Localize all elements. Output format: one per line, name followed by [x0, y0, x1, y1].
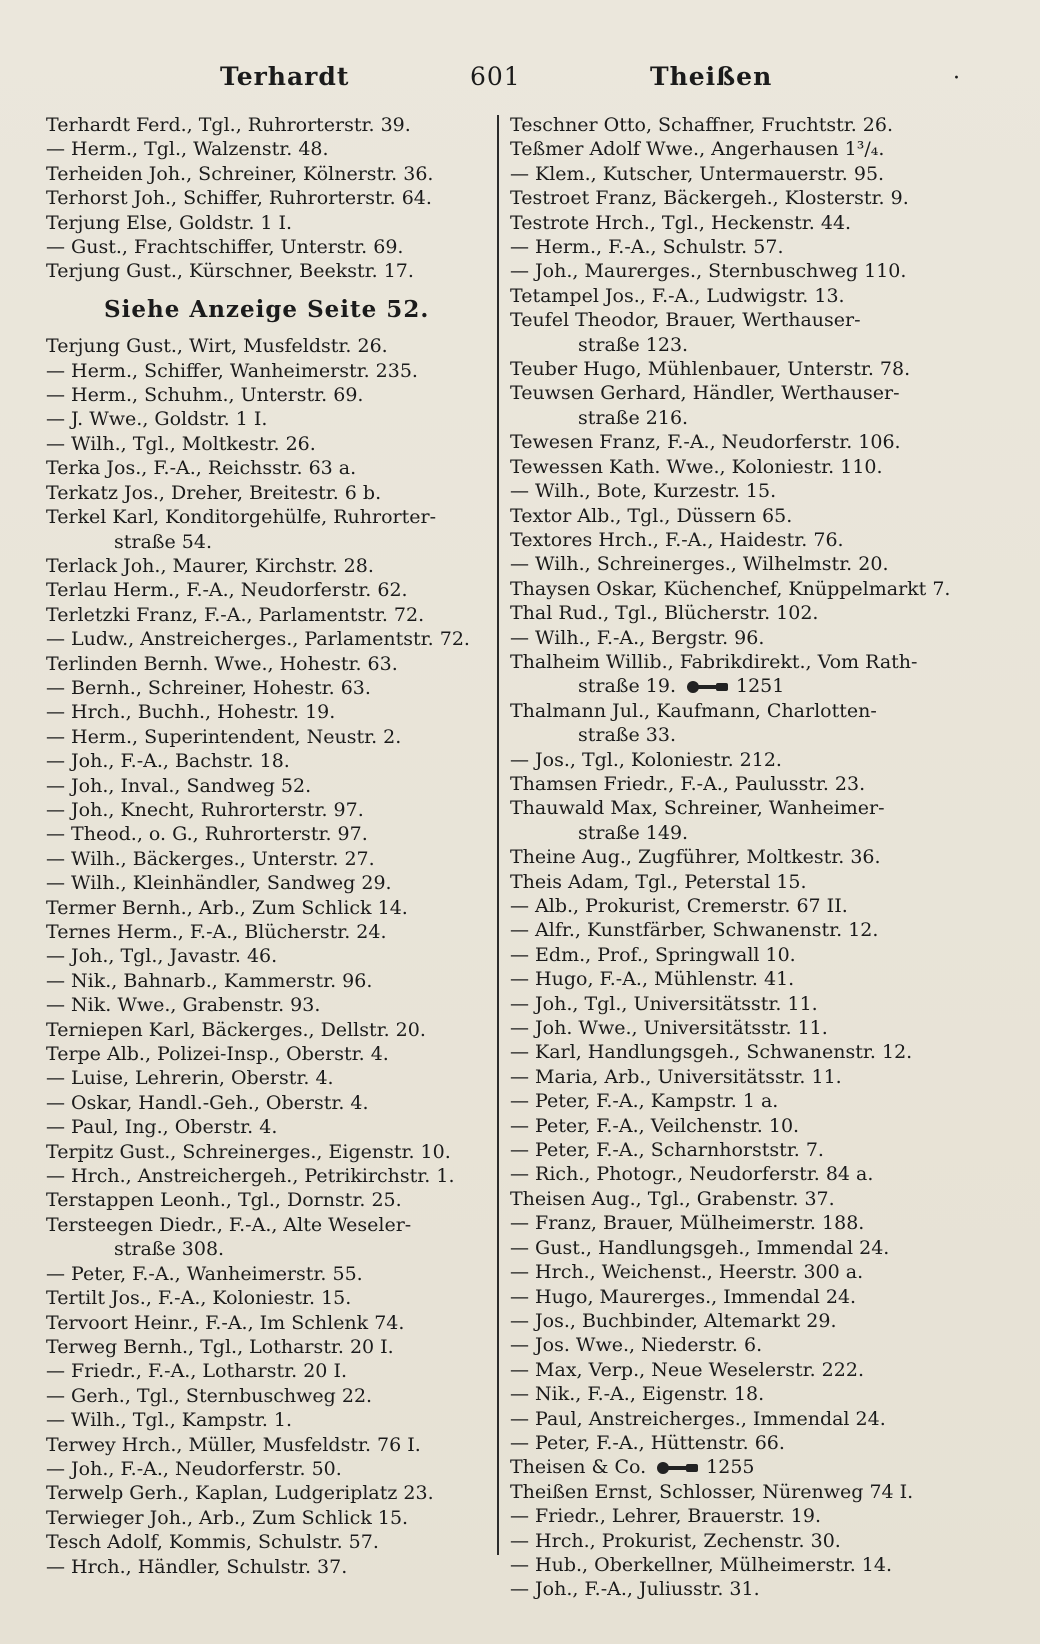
directory-entry: [46, 920, 506, 944]
entry-text: — Hrch., Anstreichergeh., Petrikirchstr. 1.: [46, 1165, 455, 1188]
directory-entry: [46, 1140, 506, 1164]
directory-entry: [46, 1335, 506, 1359]
entry-text: Terwieger Joh., Arb., Zum Schlick 15.: [46, 1506, 409, 1529]
directory-entry: [510, 308, 980, 332]
entry-text: — Wilh., Schreinerges., Wilhelmstr. 20.: [510, 553, 889, 576]
entry-text: Terjung Gust., Kürschner, Beekstr. 17.: [46, 260, 414, 283]
entry-text: Terpe Alb., Polizei-Insp., Oberstr. 4.: [46, 1043, 389, 1066]
entry-text: — Edm., Prof., Springwall 10.: [510, 943, 796, 966]
directory-entry: [46, 1555, 506, 1579]
entry-text: Testrote Hrch., Tgl., Heckenstr. 44.: [510, 211, 852, 234]
entry-text: — Hrch., Prokurist, Zechenstr. 30.: [510, 1529, 841, 1552]
directory-entry: [510, 943, 980, 967]
directory-entry: [46, 1018, 506, 1042]
entry-text: — Nik., Bahnarb., Kammerstr. 96.: [46, 969, 373, 992]
directory-entry: [46, 603, 506, 627]
directory-entry: [46, 1042, 506, 1066]
entry-text: Thamsen Friedr., F.-A., Paulusstr. 23.: [510, 772, 866, 795]
entry-text: — Joh., Tgl., Universitätsstr. 11.: [510, 992, 818, 1015]
entry-text: Theisen Aug., Tgl., Grabenstr. 37.: [510, 1187, 835, 1210]
directory-entry: [510, 1211, 980, 1235]
directory-entry: [510, 186, 980, 210]
entry-text: Textor Alb., Tgl., Düssern 65.: [510, 504, 793, 527]
entry-text: Terjung Gust., Wirt, Musfeldstr. 26.: [46, 335, 388, 358]
entry-text: Terhardt Ferd., Tgl., Ruhrorterstr. 39.: [46, 114, 411, 136]
entry-text: — Joh. Wwe., Universitätsstr. 11.: [510, 1017, 828, 1040]
directory-entry: [46, 896, 506, 920]
directory-entry: [46, 554, 506, 578]
entry-text: Theine Aug., Zugführer, Moltkestr. 36.: [510, 846, 881, 869]
entry-text: Tewessen Kath. Wwe., Koloniestr. 110.: [510, 455, 883, 478]
entry-text: Thaysen Oskar, Küchenchef, Knüppelmarkt 7.: [510, 577, 951, 600]
directory-entry: [46, 334, 506, 358]
directory-entry: [510, 1382, 980, 1406]
directory-entry: [46, 481, 506, 505]
directory-entry: [46, 137, 506, 161]
entry-text: — Bernh., Schreiner, Hohestr. 63.: [46, 676, 371, 699]
entry-text: — Jos. Wwe., Niederstr. 6.: [510, 1334, 763, 1357]
directory-entry: [46, 383, 506, 407]
entry-text: Terletzki Franz, F.-A., Parlamentstr. 72.: [46, 603, 425, 626]
directory-entry: [46, 1457, 506, 1481]
directory-entry: [510, 113, 980, 137]
directory-entry: [510, 1309, 980, 1333]
entry-text: Theis Adam, Tgl., Peterstal 15.: [510, 870, 807, 893]
entry-text: straße 308.: [114, 1238, 225, 1261]
entry-text: straße 33.: [578, 724, 676, 747]
directory-entry: [46, 1311, 506, 1335]
directory-entry: [510, 1504, 980, 1528]
entry-text: — Hrch., Buchh., Hohestr. 19.: [46, 701, 336, 724]
directory-entry: [510, 1407, 980, 1431]
directory-entry: [46, 186, 506, 210]
entry-text: Terjung Else, Goldstr. 1 I.: [46, 211, 293, 234]
entry-text: — Hrch., Weichenst., Heerstr. 300 a.: [510, 1261, 864, 1284]
entry-text: — Paul, Anstreicherges., Immendal 24.: [510, 1407, 886, 1430]
entry-text: — Herm., Schiffer, Wanheimerstr. 235.: [46, 359, 418, 382]
directory-entry: [510, 259, 980, 283]
directory-entry: [510, 357, 980, 381]
directory-entry: [510, 601, 980, 625]
entry-text: — Joh., F.-A., Bachstr. 18.: [46, 750, 290, 773]
directory-entry: [46, 1481, 506, 1505]
entry-text: Teuber Hugo, Mühlenbauer, Unterstr. 78.: [510, 358, 911, 381]
entry-text: Thal Rud., Tgl., Blücherstr. 102.: [510, 602, 819, 625]
directory-entry: [510, 796, 980, 820]
header-mark: ·: [953, 66, 960, 91]
directory-entry: [510, 430, 980, 454]
directory-entry: [46, 1384, 506, 1408]
entry-text: Terweg Bernh., Tgl., Lotharstr. 20 I.: [46, 1335, 394, 1358]
entry-text: straße 54.: [114, 530, 212, 553]
directory-entry: [46, 847, 506, 871]
directory-entry: [510, 504, 980, 528]
entry-text: — Nik., F.-A., Eigenstr. 18.: [510, 1383, 765, 1406]
directory-entry: [46, 359, 506, 383]
directory-entry: [46, 700, 506, 724]
directory-entry: [46, 1262, 506, 1286]
directory-entry: [46, 774, 506, 798]
directory-entry: [510, 1138, 980, 1162]
entry-text: — Karl, Handlungsgeh., Schwanenstr. 12.: [510, 1041, 913, 1064]
directory-entry: [46, 1066, 506, 1090]
entry-text: — Gerh., Tgl., Sternbuschweg 22.: [46, 1384, 373, 1407]
directory-entry: [510, 1358, 980, 1382]
entry-text: — Franz, Brauer, Mülheimerstr. 188.: [510, 1212, 865, 1235]
directory-entry: [46, 1530, 506, 1554]
entry-text: Thauwald Max, Schreiner, Wanheimer-: [510, 797, 885, 820]
entry-text: straße 19.: [578, 675, 676, 698]
directory-entry: [510, 699, 980, 723]
directory-entry: [46, 1115, 506, 1139]
entry-text: Terwelp Gerh., Kaplan, Ludgeriplatz 23.: [46, 1482, 434, 1505]
entry-text: — Wilh., Tgl., Moltkestr. 26.: [46, 432, 316, 455]
directory-entry: [46, 1359, 506, 1383]
entry-text: — Herm., Superintendent, Neustr. 2.: [46, 725, 402, 748]
entry-text: — Hrch., Händler, Schulstr. 37.: [46, 1555, 348, 1578]
entry-text: Terkatz Jos., Dreher, Breitestr. 6 b.: [46, 481, 382, 504]
entry-text: Terstappen Leonh., Tgl., Dornstr. 25.: [46, 1189, 402, 1212]
directory-entry: [46, 944, 506, 968]
directory-entry: [510, 528, 980, 552]
directory-entry: [510, 894, 980, 918]
entry-text: — Herm., Schuhm., Unterstr. 69.: [46, 384, 364, 407]
entry-text: — Joh., F.-A., Neudorferstr. 50.: [46, 1457, 342, 1480]
directory-entry: [510, 1016, 980, 1040]
entry-text: straße 216.: [578, 406, 689, 429]
directory-entry: [510, 748, 980, 772]
entry-continuation: [510, 406, 980, 430]
entry-text: Theißen Ernst, Schlosser, Nürenweg 74 I.: [510, 1480, 914, 1503]
page-header: [40, 62, 1000, 98]
directory-entry: [510, 1480, 980, 1504]
directory-entry: [46, 1213, 506, 1237]
directory-entry: [46, 211, 506, 235]
entry-text: Thalmann Jul., Kaufmann, Charlotten-: [510, 699, 877, 722]
entry-text: Terkel Karl, Konditorgehülfe, Ruhrorter-: [46, 506, 436, 529]
entry-text: — Peter, F.-A., Wanheimerstr. 55.: [46, 1262, 363, 1285]
entry-text: — Maria, Arb., Universitätsstr. 11.: [510, 1065, 842, 1088]
entry-text: — Herm., Tgl., Walzenstr. 48.: [46, 138, 329, 161]
directory-entry: [510, 772, 980, 796]
entry-text: Tetampel Jos., F.-A., Ludwigstr. 13.: [510, 284, 845, 307]
directory-entry: [46, 1286, 506, 1310]
entry-text: — Wilh., F.-A., Bergstr. 96.: [510, 626, 765, 649]
entry-text: — Alfr., Kunstfärber, Schwanenstr. 12.: [510, 919, 879, 942]
directory-entry: [510, 918, 980, 942]
entry-text: Terhorst Joh., Schiffer, Ruhrorterstr. 64.: [46, 187, 432, 210]
directory-entry: [46, 1433, 506, 1457]
directory-entry: [46, 505, 506, 529]
entry-text: Tewesen Franz, F.-A., Neudorferstr. 106.: [510, 431, 901, 454]
entry-text: Teßmer Adolf Wwe., Angerhausen 1³/₄.: [510, 138, 885, 161]
telephone-icon: [656, 1461, 700, 1475]
entry-text: — Peter, F.-A., Scharnhorststr. 7.: [510, 1139, 824, 1162]
entry-text: — Wilh., Bote, Kurzestr. 15.: [510, 480, 777, 503]
entry-text: Terlau Herm., F.-A., Neudorferstr. 62.: [46, 579, 408, 602]
entry-continuation: [510, 723, 980, 747]
entry-text: Terniepen Karl, Bäckerges., Dellstr. 20.: [46, 1018, 426, 1041]
directory-entry: [510, 626, 980, 650]
header-right-keyword: Theißen: [650, 62, 773, 91]
entry-text: — Hugo, Maurerges., Immendal 24.: [510, 1285, 857, 1308]
entry-text: Siehe Anzeige Seite 52.: [104, 295, 430, 323]
directory-entry: [510, 552, 980, 576]
directory-entry: [510, 381, 980, 405]
phone-number: 1251: [736, 675, 785, 698]
entry-text: Terlinden Bernh. Wwe., Hohestr. 63.: [46, 652, 398, 675]
entry-text: Thalheim Willib., Fabrikdirekt., Vom Rath-: [510, 650, 918, 673]
directory-entry: [510, 137, 980, 161]
directory-entry: [46, 1506, 506, 1530]
directory-entry: [510, 162, 980, 186]
entry-text: — Jos., Buchbinder, Altemarkt 29.: [510, 1309, 837, 1332]
directory-entry: [46, 652, 506, 676]
entry-continuation: [46, 530, 506, 554]
directory-entry: [510, 650, 980, 674]
directory-entry: [510, 1260, 980, 1284]
telephone-icon: [686, 680, 730, 694]
directory-entry: [510, 235, 980, 259]
entry-text: — Theod., o. G., Ruhrorterstr. 97.: [46, 823, 368, 846]
entry-text: — Joh., Tgl., Javastr. 46.: [46, 945, 278, 968]
entry-text: Terpitz Gust., Schreinerges., Eigenstr. 10.: [46, 1140, 451, 1163]
entry-text: — Jos., Tgl., Koloniestr. 212.: [510, 748, 782, 771]
left-column: [46, 113, 506, 1579]
entry-text: — Hub., Oberkellner, Mülheimerstr. 14.: [510, 1553, 893, 1576]
directory-entry: [510, 1553, 980, 1577]
directory-entry: [46, 871, 506, 895]
entry-text: Teuwsen Gerhard, Händler, Werthauser-: [510, 382, 900, 405]
directory-entry: [510, 479, 980, 503]
entry-text: — Wilh., Kleinhändler, Sandweg 29.: [46, 872, 392, 895]
directory-entry: [46, 162, 506, 186]
directory-entry: [510, 992, 980, 1016]
entry-text: — Friedr., Lehrer, Brauerstr. 19.: [510, 1505, 822, 1528]
directory-entry: [510, 211, 980, 235]
directory-entry: [510, 1089, 980, 1113]
entry-continuation: [510, 333, 980, 357]
directory-entry: [510, 1187, 980, 1211]
directory-entry: [510, 1285, 980, 1309]
entry-text: — Ludw., Anstreicherges., Parlamentstr. 72.: [46, 628, 470, 651]
directory-entry: [46, 432, 506, 456]
phone-number: 1255: [706, 1456, 755, 1479]
entry-text: Teschner Otto, Schaffner, Fruchtstr. 26.: [510, 114, 894, 136]
entry-text: Tertilt Jos., F.-A., Koloniestr. 15.: [46, 1287, 352, 1310]
entry-text: — Rich., Photogr., Neudorferstr. 84 a.: [510, 1163, 874, 1186]
directory-entry: [46, 822, 506, 846]
entry-text: straße 149.: [578, 821, 689, 844]
entry-text: — Max, Verp., Neue Weselerstr. 222.: [510, 1358, 864, 1381]
entry-text: Teufel Theodor, Brauer, Werthauser-: [510, 309, 861, 332]
entry-text: Terlack Joh., Maurer, Kirchstr. 28.: [46, 554, 374, 577]
entry-text: — Joh., F.-A., Juliusstr. 31.: [510, 1578, 760, 1601]
entry-text: Tersteegen Diedr., F.-A., Alte Weseler-: [46, 1213, 412, 1236]
entry-text: — J. Wwe., Goldstr. 1 I.: [46, 408, 268, 431]
directory-entry: [46, 113, 506, 137]
directory-entry: [46, 235, 506, 259]
entry-text: Testroet Franz, Bäckergeh., Klosterstr. 9.: [510, 187, 909, 210]
directory-entry: [46, 627, 506, 651]
directory-entry: [46, 1188, 506, 1212]
directory-entry: [510, 845, 980, 869]
entry-text: Tervoort Heinr., F.-A., Im Schlenk 74.: [46, 1311, 405, 1334]
entry-text: — Alb., Prokurist, Cremerstr. 67 II.: [510, 895, 848, 917]
right-column: [510, 113, 980, 1602]
directory-entry: [510, 1114, 980, 1138]
entry-text: — Peter, F.-A., Kampstr. 1 a.: [510, 1090, 779, 1113]
entry-text: — Joh., Maurerges., Sternbuschweg 110.: [510, 260, 907, 283]
entry-text: Tesch Adolf, Kommis, Schulstr. 57.: [46, 1531, 379, 1554]
directory-entry: [46, 969, 506, 993]
directory-entry: [510, 1236, 980, 1260]
directory-entry: [46, 725, 506, 749]
directory-entry: [46, 578, 506, 602]
entry-text: Terka Jos., F.-A., Reichsstr. 63 a.: [46, 457, 357, 480]
entry-text: — Peter, F.-A., Veilchenstr. 10.: [510, 1114, 800, 1137]
directory-entry: [46, 456, 506, 480]
entry-continuation: [510, 821, 980, 845]
header-left-keyword: Terhardt: [220, 62, 350, 91]
entry-text: — Gust., Handlungsgeh., Immendal 24.: [510, 1236, 890, 1259]
directory-entry: [510, 1529, 980, 1553]
entry-text: — Joh., Inval., Sandweg 52.: [46, 774, 312, 797]
directory-entry: [46, 993, 506, 1017]
directory-entry: [510, 967, 980, 991]
directory-entry: [510, 1455, 980, 1479]
directory-entry: [46, 676, 506, 700]
directory-entry: [510, 1333, 980, 1357]
advertisement-notice: [46, 284, 506, 334]
directory-entry: [46, 1164, 506, 1188]
directory-entry: [46, 749, 506, 773]
entry-text: — Wilh., Bäckerges., Unterstr. 27.: [46, 847, 375, 870]
entry-text: Textores Hrch., F.-A., Haidestr. 76.: [510, 528, 844, 551]
directory-entry: [510, 1431, 980, 1455]
entry-text: — Hugo, F.-A., Mühlenstr. 41.: [510, 968, 795, 991]
entry-text: Terheiden Joh., Schreiner, Kölnerstr. 36.: [46, 162, 434, 185]
directory-entry: [46, 1091, 506, 1115]
directory-entry: [46, 259, 506, 283]
directory-entry: [46, 407, 506, 431]
directory-entry: [510, 1162, 980, 1186]
entry-text: — Klem., Kutscher, Untermauerstr. 95.: [510, 162, 885, 185]
directory-entry: [510, 1065, 980, 1089]
directory-entry: [510, 455, 980, 479]
entry-continuation: [46, 1237, 506, 1261]
page-number: 601: [470, 62, 521, 91]
directory-entry: [510, 284, 980, 308]
entry-text: — Herm., F.-A., Schulstr. 57.: [510, 236, 784, 259]
entry-text: — Paul, Ing., Oberstr. 4.: [46, 1116, 278, 1139]
directory-entry: [46, 1408, 506, 1432]
directory-entry: [510, 870, 980, 894]
entry-text: — Nik. Wwe., Grabenstr. 93.: [46, 994, 321, 1017]
entry-text: — Peter, F.-A., Hüttenstr. 66.: [510, 1431, 785, 1454]
entry-continuation: [510, 674, 980, 698]
entry-text: — Wilh., Tgl., Kampstr. 1.: [46, 1409, 293, 1432]
entry-text: straße 123.: [578, 333, 689, 356]
directory-entry: [510, 1040, 980, 1064]
entry-text: — Oskar, Handl.-Geh., Oberstr. 4.: [46, 1091, 369, 1114]
entry-text: — Friedr., F.-A., Lotharstr. 20 I.: [46, 1360, 347, 1383]
entry-text: Ternes Herm., F.-A., Blücherstr. 24.: [46, 921, 387, 943]
entry-text: Termer Bernh., Arb., Zum Schlick 14.: [46, 896, 408, 919]
entry-text: — Luise, Lehrerin, Oberstr. 4.: [46, 1067, 334, 1090]
directory-entry: [46, 798, 506, 822]
directory-entry: [510, 577, 980, 601]
entry-text: Theisen & Co.: [510, 1456, 647, 1479]
entry-text: — Joh., Knecht, Ruhrorterstr. 97.: [46, 798, 364, 821]
directory-entry: [510, 1577, 980, 1601]
entry-text: — Gust., Frachtschiffer, Unterstr. 69.: [46, 236, 404, 259]
entry-text: Terwey Hrch., Müller, Musfeldstr. 76 I.: [46, 1433, 421, 1456]
